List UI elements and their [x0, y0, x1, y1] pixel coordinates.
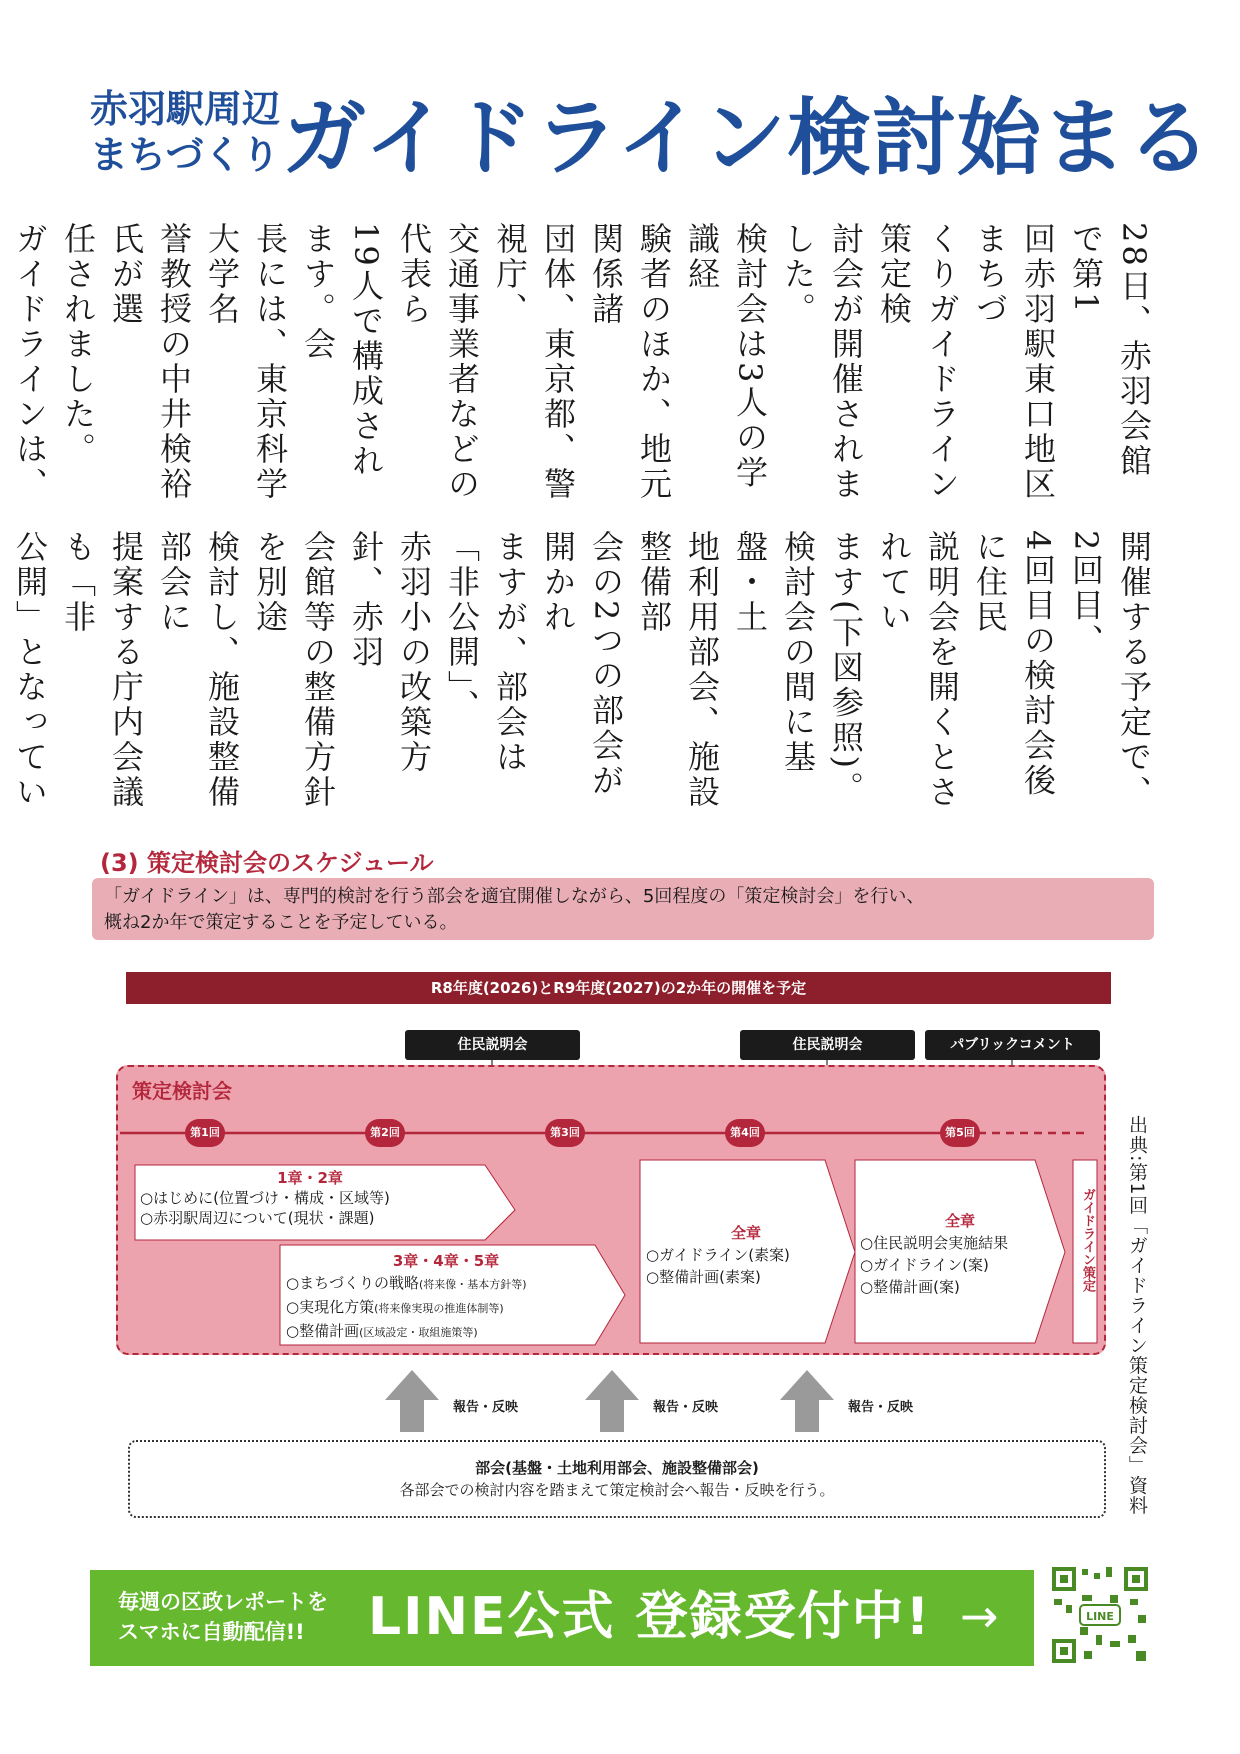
- public-comment-tag: パブリックコメント: [925, 1030, 1100, 1060]
- round-5: 第5回: [940, 1119, 980, 1147]
- up-arrow-icon: [780, 1370, 834, 1432]
- chapter-all-5-title: 全章: [944, 1212, 975, 1230]
- round-3: 第3回: [545, 1119, 585, 1147]
- chapter-12-item: ○赤羽駅周辺について(現状・課題): [140, 1209, 375, 1227]
- line-banner-subtext: 毎週の区政レポートを スマホに自動配信!!: [118, 1590, 328, 1644]
- report-label: 報告・反映: [653, 1400, 719, 1415]
- kicker-line-2: まちづくり: [90, 133, 280, 177]
- up-arrow-icon: [385, 1370, 439, 1432]
- report-label: 報告・反映: [453, 1400, 519, 1415]
- briefing-tag-2: 住民説明会: [740, 1030, 915, 1060]
- article-block-2: 開催する予定で、2回目、 4回目の検討会後に住民 説明会を開くとされてい ます(下図参照)。 検討会の間に基盤・土 地利用部会、施設整備部 会の2つの部会が開かれ ますが、部会は「非公開」、 赤羽小の改築方針、赤羽 会館等の整備方針を別途 検討し、施設整備部会に 提案する庁内会議も「非 公開」となってい: [11, 530, 1153, 810]
- schedule-banner: R8年度(2026)とR9年度(2027)の2か年の開催を予定: [126, 972, 1111, 1004]
- round-4: 第4回: [725, 1119, 765, 1147]
- chapter-all-5-item: ○ガイドライン(案): [860, 1256, 989, 1274]
- chapter-all-5-item: ○住民説明会実施結果: [860, 1234, 1009, 1252]
- up-arrow-icon: [585, 1370, 639, 1432]
- chapter-12-title: 1章・2章: [277, 1169, 343, 1187]
- chapter-all-5-item: ○整備計画(案): [860, 1278, 960, 1296]
- bukai-title: 部会(基盤・土地利用部会、施設整備部会): [475, 1459, 759, 1477]
- schedule-note: 「ガイドライン」は、専門的検討を行う部会を適宜開催しながら、5回程度の「策定検討会」を行い、 概ね2か年で策定することを予定している。: [92, 878, 1154, 940]
- round-2: 第2回: [365, 1119, 405, 1147]
- section-title: (3) 策定検討会のスケジュール: [100, 849, 434, 877]
- panel-title: 策定検討会: [132, 1079, 232, 1103]
- article-block-1: 28日、赤羽会館で第1 回赤羽駅東口地区まちづ くりガイドライン策定検 討会が開催されました。 検討会は3人の学識経 験者のほか、地元関係諸 団体、東京都、警視庁、 交通事業者などの代表ら 19人で構成されます。会 長には、東京科学大学名 誉教授の中井検裕氏が選 任されました。 ガイドラインは、: [11, 222, 1153, 502]
- arrow-right-icon[interactable]: →: [960, 1589, 999, 1643]
- bukai-box: [128, 1440, 1106, 1518]
- chapter-345-item: ○整備計画(区域設定・取組施策等): [286, 1322, 478, 1340]
- line-banner-headline[interactable]: LINE公式 登録受付中!: [368, 1587, 932, 1647]
- chapter-all-4-title: 全章: [730, 1224, 761, 1242]
- round-1: 第1回: [185, 1119, 225, 1147]
- bukai-description: 各部会での検討内容を踏まえて策定検討会へ報告・反映を行う。: [399, 1481, 835, 1499]
- final-label: ガイドライン策定: [1080, 1188, 1095, 1292]
- source-note: 出典:第1回「ガイドライン策定検討会」資料: [1126, 1115, 1148, 1516]
- chapter-345-title: 3章・4章・5章: [392, 1252, 500, 1270]
- report-label: 報告・反映: [848, 1400, 914, 1415]
- chapter-all-4-item: ○整備計画(素案): [646, 1268, 761, 1286]
- kicker-line-1: 赤羽駅周辺: [90, 87, 281, 131]
- chapter-345-item: ○まちづくりの戦略(将来像・基本方針等): [286, 1274, 527, 1292]
- page-title: ガイドライン検討始まる: [282, 89, 1212, 187]
- briefing-tag-1: 住民説明会: [405, 1030, 580, 1060]
- chapter-345-item: ○実現化方策(将来像実現の推進体制等): [286, 1298, 504, 1316]
- chapter-all-4-item: ○ガイドライン(素案): [646, 1246, 790, 1264]
- qr-label: LINE: [1086, 1610, 1114, 1623]
- qr-code-icon[interactable]: [1050, 1565, 1150, 1665]
- chapter-12-item: ○はじめに(位置づけ・構成・区域等): [140, 1189, 390, 1207]
